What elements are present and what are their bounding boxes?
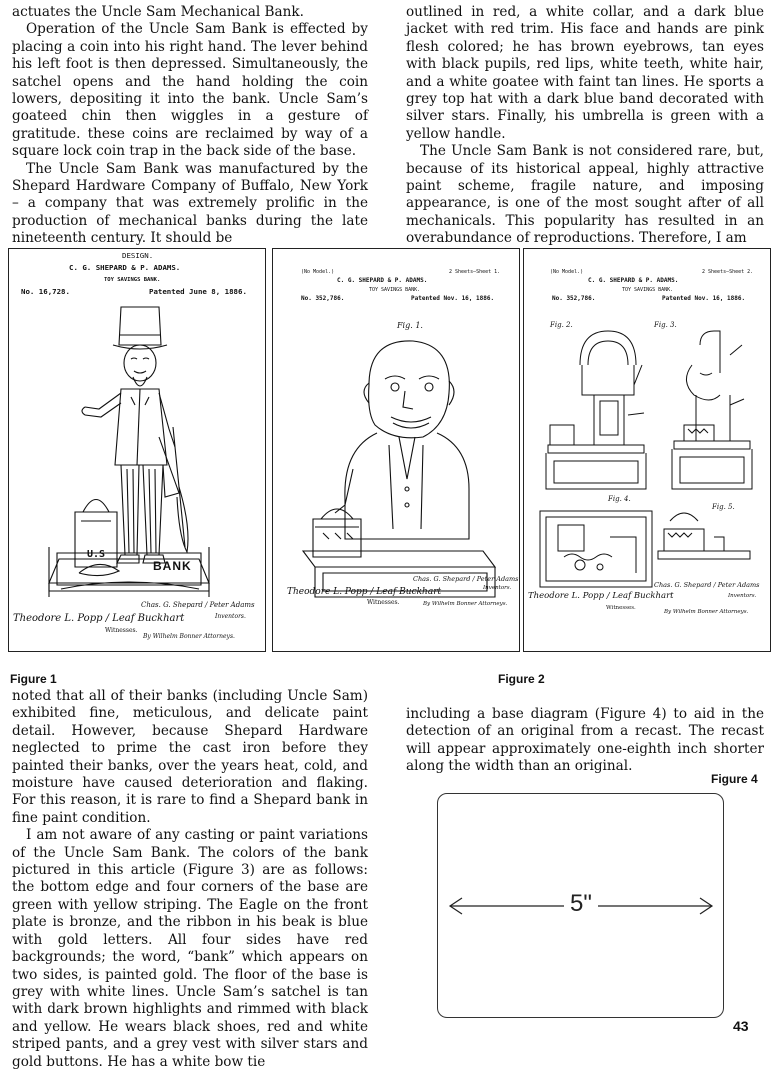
bank-base-front-drawing [9,545,265,605]
figure-label: Fig. 4. [608,495,631,503]
column-top-left [12,4,368,248]
column-bottom-right [406,706,764,776]
figure1-caption: Figure 1 [10,672,57,686]
patent-date: Patented Nov. 16, 1886. [411,295,495,302]
patent-number: No. 352,786. [301,295,345,302]
sheets-label: 2 Sheets—Sheet 2. [702,269,754,275]
base-diagram [437,793,724,1018]
witness-signature: Theodore L. Popp / Leaf Buckhart [287,587,442,597]
paragraph: The Uncle Sam Bank is not considered rare, but, because of its historical appeal, highly attractive paint scheme, fragile nature, and imposing appearance, is one of the most sought after of all mechanicals. This popularity has resulted in an overabundance of reproductions. Therefore, I am [406,143,764,247]
attorneys-label: By Wilhelm Bonner Attorneys. [423,601,508,607]
design-heading: DESIGN. [122,251,154,260]
uncle-sam-bust-drawing [273,329,519,599]
inventors-label: Inventors. [483,585,512,591]
patent-subtitle: TOY SAVINGS BANK. [622,287,674,293]
attorneys-label: By Wilhelm Bonner Attorneys. [664,609,749,615]
attorneys-label: By Wilhelm Bonner Attorneys. [143,633,235,640]
patent-subtitle: TOY SAVINGS BANK. [369,287,421,293]
bank-word: BANK [153,559,192,573]
patent-subtitle: TOY SAVINGS BANK. [104,277,161,283]
patent-inventors: C. G. SHEPARD & P. ADAMS. [337,277,428,284]
inventor-signature: Chas. G. Shepard / Peter Adams [413,575,519,583]
inventor-signature: Chas. G. Shepard / Peter Adams [654,581,760,589]
mechanism-section-drawing [524,325,770,495]
model-label: (No Model.) [301,269,335,275]
inventors-label: Inventors. [215,613,246,620]
patent-date: Patented June 8, 1886. [149,287,247,296]
inventors-label: Inventors. [728,593,757,599]
witness-signature: Theodore L. Popp / Leaf Buckhart [13,613,185,624]
sheets-label: 2 Sheets—Sheet 1. [449,269,501,275]
figure2-patent-sheet-2 [523,248,771,652]
model-label: (No Model.) [550,269,584,275]
witness-signature: Theodore L. Popp / Leaf Buckhart [528,591,674,601]
paragraph: Operation of the Uncle Sam Bank is effected by placing a coin into his right hand. The lever behind his left foot is then depressed. Simultaneously, the satchel opens and the hand holding the coin lowers, depositing it into the bank. Uncle Sam’s goateed chin then wiggles in a gesture of gratitude. these coins are reclaimed by way of a square lock coin trap in the back side of the base. [12,21,368,160]
figure2-caption: Figure 2 [498,672,545,686]
page-number: 43 [733,1018,749,1034]
paragraph: including a base diagram (Figure 4) to aid in the detection of an original from a recast. The recast will appear approximately one-eighth inch shorter along the width than an original. [406,706,764,775]
patent-inventors: C. G. SHEPARD & P. ADAMS. [588,277,679,284]
figure-label: Fig. 3. [654,321,677,329]
satchel-label: U.S [87,549,106,560]
column-top-right [406,4,764,248]
witnesses-label: Witnesses. [367,599,400,606]
witnesses-label: Witnesses. [606,605,636,611]
patent-number: No. 352,786. [552,295,596,302]
figure-label: Fig. 5. [712,503,735,511]
patent-date: Patented Nov. 16, 1886. [662,295,746,302]
dimension-label: 5" [570,890,592,917]
paragraph: The Uncle Sam Bank was manufactured by the Shepard Hardware Company of Buffalo, New York – a company that was extremely prolific in the production of mechanical banks during the late nineteenth century. It should be [12,160,368,247]
paragraph: noted that all of their banks (including Uncle Sam) exhibited fine, meticulous, and delicate paint detail. However, because Shepard Hardware neglected to prime the cast iron before they painted their banks, over the years heat, cold, and moisture have caused deterioration and flaking. For this reason, it is rare to find a Shepard bank in fine paint condition. [12,688,368,826]
figure-label: Fig. 1. [397,321,423,330]
column-bottom-left [12,688,368,1071]
paragraph: outlined in red, a white collar, and a dark blue jacket with red trim. His face and hands are pink flesh colored; he has brown eyebrows, tan eyes with black pupils, red lips, white teeth, white hair, and a white goatee with faint tan lines. He sports a grey top hat with a dark blue band decorated with silver stars. Finally, his umbrella is green with a yellow handle. [406,4,764,142]
patent-number: No. 16,728. [21,287,70,296]
witnesses-label: Witnesses. [105,627,138,634]
figure-label: Fig. 2. [550,321,573,329]
figure4-caption: Figure 4 [711,772,758,786]
inventor-signature: Chas. G. Shepard / Peter Adams [141,601,255,609]
figure1-patent-plate [8,248,266,652]
patent-inventors: C. G. SHEPARD & P. ADAMS. [69,263,181,272]
paragraph: actuates the Uncle Sam Mechanical Bank. [12,4,304,20]
figure2-patent-sheet-1 [272,248,520,652]
paragraph: I am not aware of any casting or paint variations of the Uncle Sam Bank. The colors of the bank pictured in this article (Figure 3) are as follows: the bottom edge and four corners of the base are green with yellow striping. The Eagle on the front plate is bronze, and the ribbon in his beak is blue with gold letters. All four sides have red backgrounds; the word, “bank” which appears on two sides, is painted gold. The floor of the base is grey with white lines. Uncle Sam’s satchel is tan with dark brown highlights and rimmed with black and yellow. He wears black shoes, red and white striped pants, and a grey vest with silver stars and gold buttons. He has a white bow tie [12,827,368,1070]
